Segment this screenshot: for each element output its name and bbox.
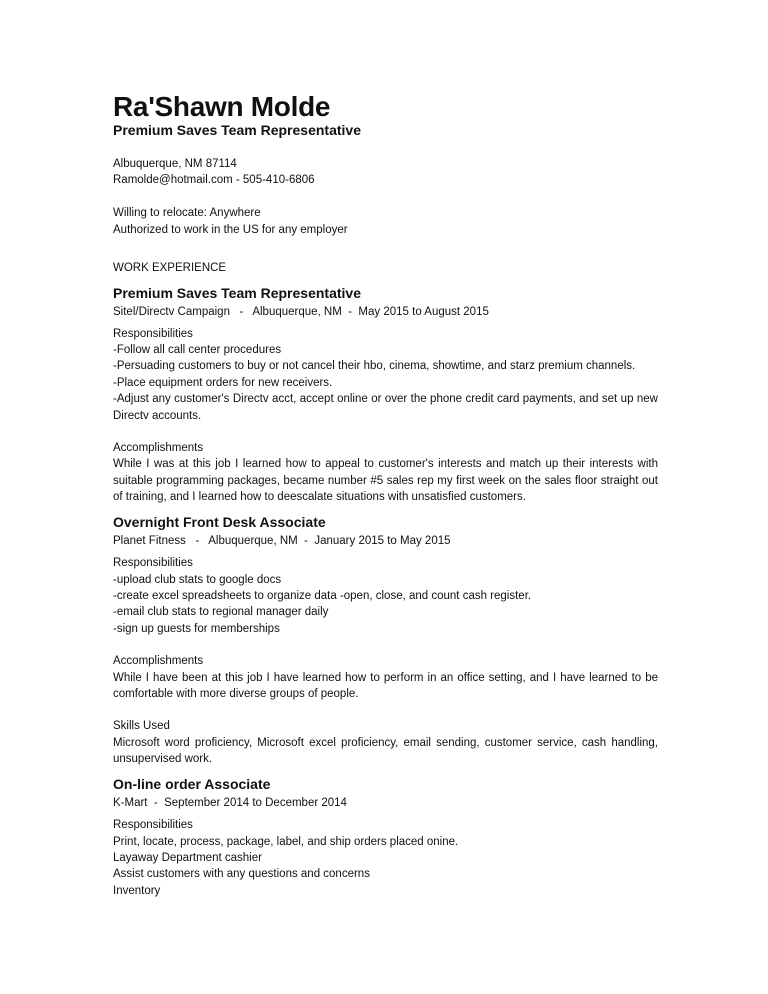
responsibilities-label: Responsibilities — [113, 819, 193, 832]
responsibilities-label: Responsibilities — [113, 327, 193, 340]
responsibility-item: -Persuading customers to buy or not cancel their hbo, cinema, showtime, and starz premium channels. — [113, 360, 636, 373]
responsibility-item: -Follow all call center procedures — [113, 344, 282, 357]
responsibility-item: -email club stats to regional manager daily — [113, 606, 329, 619]
responsibility-item: Print, locate, process, package, label, and ship orders placed onine. — [113, 835, 459, 848]
applicant-name: Ra'Shawn Molde — [113, 91, 331, 122]
job-meta: Planet Fitness - Albuquerque, NM - January 2015 to May 2015 — [113, 535, 451, 548]
applicant-headline: Premium Saves Team Representative — [113, 122, 361, 138]
accomplishments-label: Accomplishments — [113, 655, 204, 668]
resume-content — [113, 92, 658, 899]
work-experience-heading: WORK EXPERIENCE — [113, 261, 227, 274]
responsibility-item: Layaway Department cashier — [113, 851, 262, 864]
accomplishments-label: Accomplishments — [113, 442, 204, 455]
skills-label: Skills Used — [113, 720, 170, 733]
responsibility-item: Inventory — [113, 884, 161, 897]
job-title: On-line order Associate — [113, 776, 271, 793]
job-meta: K-Mart - September 2014 to December 2014 — [113, 797, 347, 810]
job-title: Premium Saves Team Representative — [113, 284, 361, 301]
responsibility-item: -sign up guests for memberships — [113, 622, 280, 635]
skills-text: Microsoft word proficiency, Microsoft excel proficiency, email sending, customer service, cash handling, unsupervised work. — [113, 736, 658, 765]
responsibility-item: -create excel spreadsheets to organize data -open, close, and count cash register. — [113, 590, 532, 603]
job-entry — [113, 776, 658, 899]
work-authorization: Authorized to work in the US for any employer — [113, 223, 348, 236]
responsibility-item: -Place equipment orders for new receivers. — [113, 376, 333, 389]
applicant-contact: Ramolde@hotmail.com - 505-410-6806 — [113, 174, 315, 187]
responsibility-item: -Adjust any customer's Directv acct, accept online or over the phone credit card payments, and set up new Directv accounts. — [113, 393, 658, 422]
job-entry — [113, 285, 658, 506]
responsibility-item: Assist customers with any questions and concerns — [113, 868, 370, 881]
responsibility-item: -upload club stats to google docs — [113, 573, 282, 586]
accomplishments-text: While I was at this job I learned how to appeal to customer's interests and match up their interests with suitable programming packages, became number #5 sales rep my first week on the sales floor straight out of training, and I learned how to deescalate situations with unsatisfied customers. — [113, 458, 658, 504]
job-entry — [113, 514, 658, 767]
responsibilities-label: Responsibilities — [113, 557, 193, 570]
job-meta: Sitel/Directv Campaign - Albuquerque, NM - May 2015 to August 2015 — [113, 305, 489, 318]
applicant-location: Albuquerque, NM 87114 — [113, 158, 237, 170]
relocation-preference: Willing to relocate: Anywhere — [113, 207, 261, 220]
accomplishments-text: While I have been at this job I have learned how to perform in an office setting, and I have learned to be comfortable with more diverse groups of people. — [113, 671, 658, 700]
job-title: Overnight Front Desk Associate — [113, 514, 326, 531]
